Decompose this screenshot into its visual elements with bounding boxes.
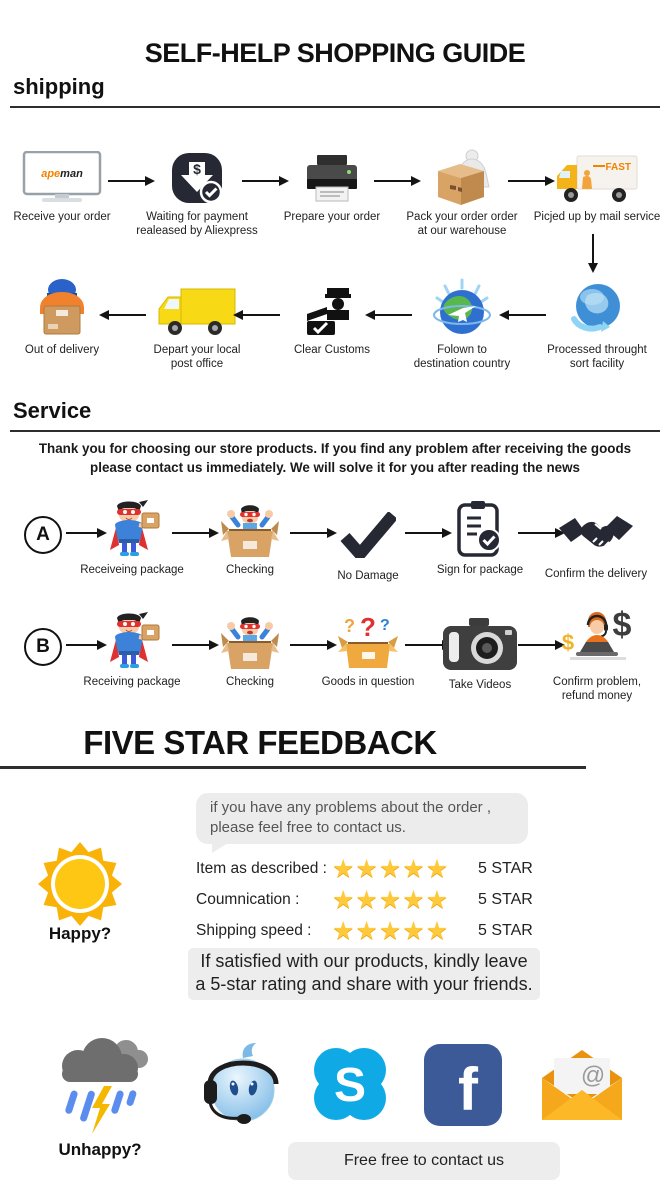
unhappy-label: Unhappy? [58,1140,142,1159]
happy-label: Happy? [48,924,112,943]
contact-label: Free free to contact us [343,1152,505,1169]
flow-step-take-videos [425,610,535,692]
contact-note-box [288,1142,560,1180]
step-label: Clear Customs [293,344,371,356]
sun-icon [36,840,124,933]
superhero-package-icon [101,610,163,670]
storm-cloud-icon [48,1030,152,1141]
flow-step-waiting-payment [136,147,258,238]
shipping-divider [10,106,660,108]
flow-step-confirm-refund [547,610,647,703]
rating-value: 5 STAR [478,860,533,877]
svg-text:S: S [333,1059,367,1112]
step-label: Out of delivery [24,344,100,356]
rating-row-shipping-speed [196,916,556,946]
flow-step-checking-b [190,610,310,689]
step-label: Receive your order [13,211,111,223]
feedback-divider [0,766,586,769]
flow-step-receive-order [0,147,124,224]
sort-globe-icon [568,276,626,338]
svg-text:?: ? [344,616,355,636]
pack-box-icon [430,147,494,205]
checking-box-icon [219,498,281,558]
step-label: Pack your order order at our warehouse [406,211,518,238]
rating-value: 5 STAR [478,922,533,939]
badge-b: B [24,628,62,666]
svg-text:?: ? [360,612,376,642]
page-title: SELF-HELP SHOPPING GUIDE [144,38,526,68]
step-label: Waiting for payment realeased by Aliexpress [136,211,258,238]
flow-step-prepare-order [270,147,394,224]
svg-text:$: $ [193,161,201,177]
contact-speech-bubble [196,793,528,844]
payment-shield-icon [170,147,224,205]
flow-step-pack-order [403,147,521,238]
rating-label: Coumnication : [196,891,300,908]
rating-label: Shipping speed : [196,922,312,939]
arrow-left-icon [508,314,546,316]
five-stars-icon [332,919,474,944]
arrow-left-icon [374,314,412,316]
support-money-icon [560,610,634,670]
service-heading: Service [13,398,92,423]
facebook-icon[interactable] [424,1044,502,1131]
satisfied-line1: If satisfied with our products, kindly leave [200,951,528,971]
bubble-line1: if you have any problems about the order , [210,799,492,816]
step-label: Receiveing package [80,564,184,576]
arrow-left-icon [108,314,146,316]
rating-row-communication [196,885,556,915]
step-label: Sign for package [436,564,524,576]
wangwang-icon[interactable] [196,1036,286,1133]
svg-text:apeman: apeman [41,168,83,180]
step-label: Confirm problem, refund money [552,676,642,703]
delivery-person-icon [34,276,90,338]
flow-step-receiving-package-b [72,610,192,689]
globe-plane-icon [431,276,493,338]
svg-text:f: f [458,1056,478,1123]
service-note-line1: Thank you for choosing our store products. If you find any problem after receiving the goods [38,441,632,456]
customs-officer-icon [305,276,359,338]
step-label: Processed throught sort facility [547,344,647,371]
fast-truck-icon [555,147,639,205]
step-label: Depart your local post office [153,344,241,371]
step-label: Goods in question [321,676,415,688]
clipboard-check-icon [455,498,505,558]
svg-text:$: $ [612,608,632,644]
flow-step-checking-a [190,498,310,577]
rating-label: Item as described : [196,860,327,877]
email-icon[interactable] [536,1046,628,1129]
svg-text:?: ? [380,617,390,634]
service-note-line2: please contact us immediately. We will solve it for you after reading the news [90,460,580,475]
feedback-heading: FIVE STAR FEEDBACK [83,724,437,761]
skype-icon[interactable] [310,1042,390,1131]
post-van-icon [157,276,237,338]
satisfied-line2: a 5-star rating and share with your friends. [195,974,533,994]
step-label: No Damage [337,570,399,582]
arrow-down-icon [592,234,594,264]
flow-step-confirm-delivery [540,498,652,581]
satisfied-note-box [188,948,540,1000]
shipping-heading: shipping [13,74,105,99]
flow-step-receiving-package-a [72,498,192,577]
step-label: Prepare your order [283,211,381,223]
badge-a: A [24,516,62,554]
flow-step-goods-question [313,610,423,689]
step-label: Picjed up by mail service [533,211,661,223]
bubble-line2: please feel free to contact us. [210,819,406,837]
flow-step-pickup-mail [527,147,667,224]
step-label: Folown to destination country [413,344,511,371]
flow-step-destination-country [411,276,513,371]
flow-step-no-damage [308,498,428,583]
svg-text:@: @ [580,1062,606,1089]
checkmark-icon [340,498,396,564]
rating-row-item-described [196,854,556,884]
printer-icon [303,147,361,205]
flow-step-sort-facility [545,276,649,371]
monitor-apeman-icon [22,147,102,205]
flow-step-clear-customs [270,276,394,357]
camera-icon [443,610,517,673]
handshake-icon [559,498,633,562]
step-label: Confirm the delivery [544,568,648,580]
flow-step-depart-post [147,276,247,371]
step-label: Checking [226,564,274,576]
step-label: Receiving package [83,676,181,688]
five-stars-icon [332,857,474,882]
svg-text:FAST: FAST [605,162,631,173]
rating-value: 5 STAR [478,891,533,908]
five-stars-icon [332,888,474,913]
checking-box-icon [219,610,281,670]
question-box-icon [336,610,400,670]
flow-step-sign-package [425,498,535,577]
step-label: Take Videos [448,679,512,691]
service-divider [10,430,660,432]
superhero-package-icon [101,498,163,558]
svg-text:$: $ [561,630,575,655]
step-label: Checking [226,676,274,688]
